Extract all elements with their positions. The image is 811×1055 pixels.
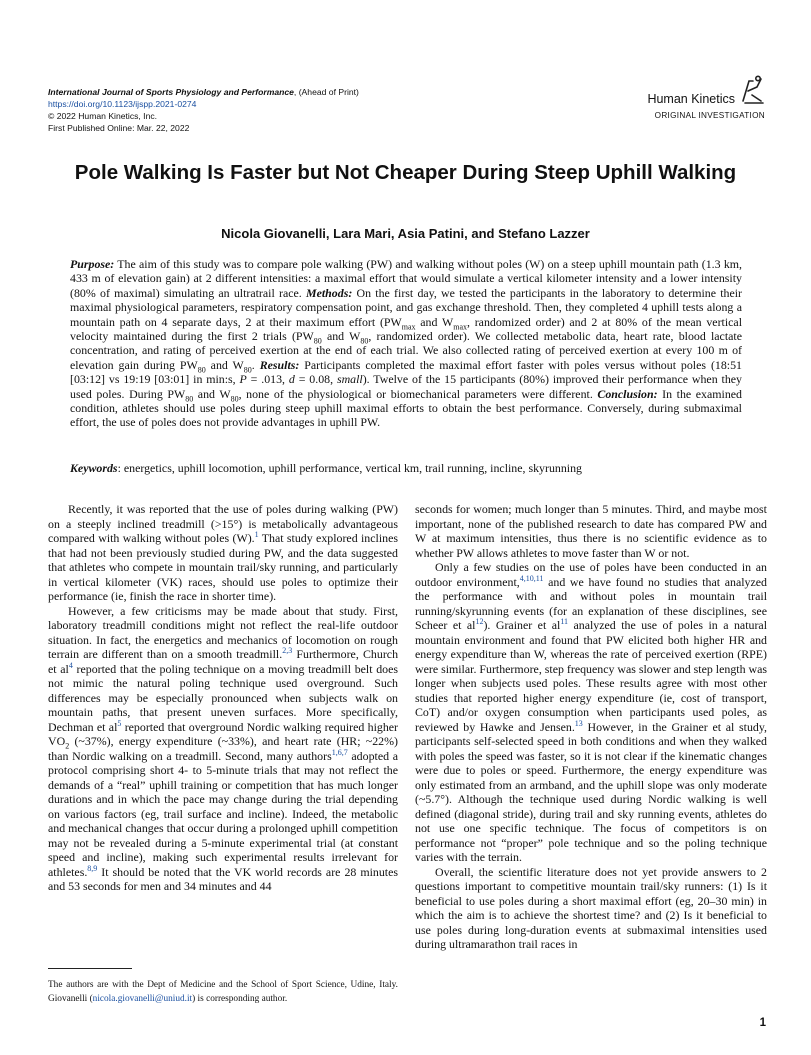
citation[interactable]: 4,10,11	[519, 573, 544, 583]
purpose-text: The aim of this study was to compare pole walking (PW) and walking without poles (W) on a steep uphill mountain path (1.3 km, 433 m of elevation gain) at 2 different intensities: a maximal effort that would simulate a vertical kilometer intensity and a lower intensity (80% of maximal) simulating an ultratrail race.	[70, 257, 742, 300]
abstract-text: and W	[205, 357, 244, 372]
human-kinetics-logo-icon	[739, 75, 765, 105]
paragraph	[48, 502, 398, 604]
journal-suffix: , (Ahead of Print)	[293, 87, 359, 97]
abstract-text: Participants completed the maximal effort faster with poles versus without poles (18:51 [03:12] vs 19:19 [03:01] in min:s,	[70, 357, 742, 387]
body-text: It should be noted that the VK world records are 28 minutes and 53 seconds for men and 34 minutes and 44	[48, 864, 398, 893]
subscript: max	[401, 322, 416, 331]
published-date: First Published Online: Mar. 22, 2022	[48, 123, 190, 133]
subscript: max	[453, 322, 467, 331]
body-text: reported that overground Nordic walking required higher VO	[48, 719, 398, 748]
abstract-text: and W	[415, 314, 454, 329]
abstract-text: , randomized order) and 2 at 80% of the mean vertical velocity maintained during the first 2 trials (PW	[70, 314, 742, 344]
body-text: reported that the poling technique on a moving treadmill belt does not mimic the natural poling technique used overground. Such differences may be especially pronounced when subjects walk on mountain paths, that present uneven surfaces. More specifically, Dechman et al	[48, 661, 398, 734]
abstract-text: .	[251, 357, 260, 372]
paragraph: Overall, the scientific literature does not yet provide answers to 2 questions important to competitive mountain trail/sky runners: (1) Is it beneficial to use poles during a short maximal effort (eg, 20–30 min) in which the aim is to achieve the shortest time? and (2) Is it beneficial to use poles during long-duration events at submaximal intensities used during ultramarathon trail races in	[415, 864, 767, 951]
purpose-label: Purpose:	[70, 257, 115, 271]
body-text: Only a few studies on the use of poles have been conducted in an outdoor environment,	[415, 560, 767, 589]
copyright: © 2022 Human Kinetics, Inc.	[48, 111, 158, 121]
citation[interactable]: 2,3	[282, 646, 293, 656]
abstract-text: = 0.08,	[294, 372, 337, 387]
subscript: 80	[360, 336, 369, 346]
subscript: 80	[243, 365, 252, 375]
footnote-divider	[48, 968, 132, 969]
publisher-name: Human Kinetics	[647, 92, 735, 106]
citation[interactable]: 1	[254, 530, 259, 540]
abstract-text: , none of the physiological or biomechanical parameters were different.	[238, 386, 598, 401]
journal-title: International Journal of Sports Physiology and Performance	[48, 87, 294, 97]
subscript: 80	[185, 394, 194, 404]
abstract-text: In the examined condition, athletes should use poles during steep uphill maximal efforts to obtain the best performance. Conversely, during submaximal effort, the use of poles does not provide advantages in uphill PW.	[70, 386, 742, 430]
results-label: Results:	[259, 357, 300, 372]
keywords	[70, 461, 742, 475]
subscript: 2	[65, 741, 70, 751]
paragraph	[48, 604, 398, 894]
abstract-text: P	[239, 372, 247, 387]
footnote	[48, 978, 398, 1006]
citation[interactable]: 1,6,7	[331, 747, 348, 757]
abstract-text: and W	[321, 329, 361, 344]
abstract-text: On the first day, we tested the participants in the laboratory to determine their maximal physiological parameters, respiratory compensation point, and gas exchange threshold. Then, they completed 4 uphill tests along a mountain path on 4 separate days, 2 at their maximum effort (PW	[70, 285, 743, 329]
citation[interactable]: 11	[560, 617, 569, 627]
footnote-text: The authors are with the Dept of Medicine and the School of Sport Science, Udine, Italy. Giovanelli (	[48, 980, 398, 1004]
abstract-text: small	[336, 372, 363, 387]
body-column-left	[48, 502, 398, 894]
citation[interactable]: 4	[68, 660, 73, 670]
footnote-text: ) is corresponding author.	[192, 994, 288, 1004]
conclusion-label: Conclusion:	[597, 386, 658, 401]
abstract-text: d	[288, 372, 295, 387]
body-text: However, a few criticisms may be made about that study. First, laboratory treadmill conditions might not reflect the real-life outdoor situation. In fact, the energetics and mechanics of locomotion on rough terrain are different than on a smooth treadmill.	[48, 603, 398, 661]
body-text: However, in the Grainer et al study, participants self-selected speed in both conditions and when they walked with poles the speed was faster, so it is not clear if the kinematic changes were due to poles or speed. Furthermore, the energy expenditure was only estimated from an armband, and the uphill slope was only moderate (~5.7°). Although the technique used during Nordic walking is well defined (diagonal stride), during trail and sky running events, athletes do not use one specific technique. The focus of competitors is on performance not “proper” pole technique and so the poling technique varies with the terrain.	[415, 719, 767, 864]
body-text: and we have found no studies that analyzed the performance with and without poles in mountain trail running/skyrunning events (for an explanation of these disciplines, see Scheer et al	[415, 574, 767, 632]
body-text: adopted a protocol comprising short 4- to 5-minute trials that may not reflect the demands of a “real” uphill training or competition that has much longer durations and in which the pace may change during the trial depending on various factors (eg, trail surface and incline). Indeed, the metabolic and mechanical changes that occur during a prolonged uphill competition may not be revealed during a 5-minute experimental trial (at constant speed and incline), making such experimental results irrelevant for athletes.	[48, 748, 398, 879]
citation[interactable]: 13	[574, 718, 583, 728]
citation[interactable]: 12	[475, 617, 484, 627]
abstract-text: = .013,	[246, 372, 289, 387]
abstract-text: , randomized order). We collected metabolic data, heart rate, blood lactate concentration, and rating of perceived exertion at the end of each trial. We also collected rating of perceived exertion at every 100 m of elevation gain during PW	[70, 329, 743, 372]
subscript: 80	[197, 365, 206, 375]
methods-label: Methods:	[306, 285, 353, 300]
body-text: That study explored inclines that had not been previously studied during PW, and the data suggested that athletes who compete in mountain trail/sky running, and particularly in vertical kilometer (VK) races, should use poles to optimize their performance (ie, finish the race in shorter time).	[48, 531, 398, 603]
page-number: 1	[759, 1017, 766, 1029]
body-text: ). Grainer et al	[483, 618, 561, 632]
body-text: analyzed the use of poles in a natural mountain environment and found that PW elicited both higher HR and energy expenditure than W, whereas the rate of perceived exertion (RPE) were similar. Furthermore, step frequency was slower and step length was longer when subjects used poles. These results agree with most other studies that reported higher energy expenditure (ie, cost of transport, CoT) and/or oxygen consumption when participants used poles, as reviewed by Hawke and Jensen.	[415, 618, 767, 734]
body-text: (~37%), energy expenditure (~33%), and heart rate (HR; ~22%) than Nordic walking on a treadmill. Second, many authors	[48, 734, 398, 763]
paragraph: seconds for women; much longer than 5 minutes. Third, and maybe most important, none of the published research to date has compared PW and W at maximum intensities, thus there is no scientific evidence as to whether PW allows athletes to move faster than W or not.	[415, 502, 767, 560]
body-text: Furthermore, Church et al	[48, 647, 399, 676]
body-text: Recently, it was reported that the use of poles during walking (PW) on a steeply inclined treadmill (>15°) is metabolically advantageous compared with walking without poles (W).	[48, 502, 398, 545]
journal-info	[48, 86, 508, 134]
article-authors: Nicola Giovanelli, Lara Mari, Asia Patini, and Stefano Lazzer	[221, 226, 590, 241]
doi-link[interactable]: https://doi.org/10.1123/ijspp.2021-0274	[48, 99, 197, 109]
journal-title-line	[48, 86, 508, 98]
keywords-label: Keywords	[70, 461, 118, 475]
abstract	[70, 257, 742, 430]
author-email-link[interactable]: nicola.giovanelli@uniud.it	[92, 994, 193, 1004]
article-type: ORIGINAL INVESTIGATION	[654, 111, 765, 120]
subscript: 80	[230, 394, 239, 404]
subscript: 80	[313, 336, 322, 346]
citation[interactable]: 8,9	[87, 863, 98, 873]
paragraph	[415, 560, 767, 865]
keywords-text: : energetics, uphill locomotion, uphill performance, vertical km, trail running, incline, skyrunning	[117, 461, 582, 475]
body-column-right	[415, 502, 767, 952]
article-title: Pole Walking Is Faster but Not Cheaper During Steep Uphill Walking	[74, 161, 737, 184]
abstract-text: and W	[193, 386, 231, 401]
citation[interactable]: 5	[117, 718, 122, 728]
abstract-text: ). Twelve of the 15 participants (80%) improved their performance when they used poles. During PW	[70, 372, 742, 401]
